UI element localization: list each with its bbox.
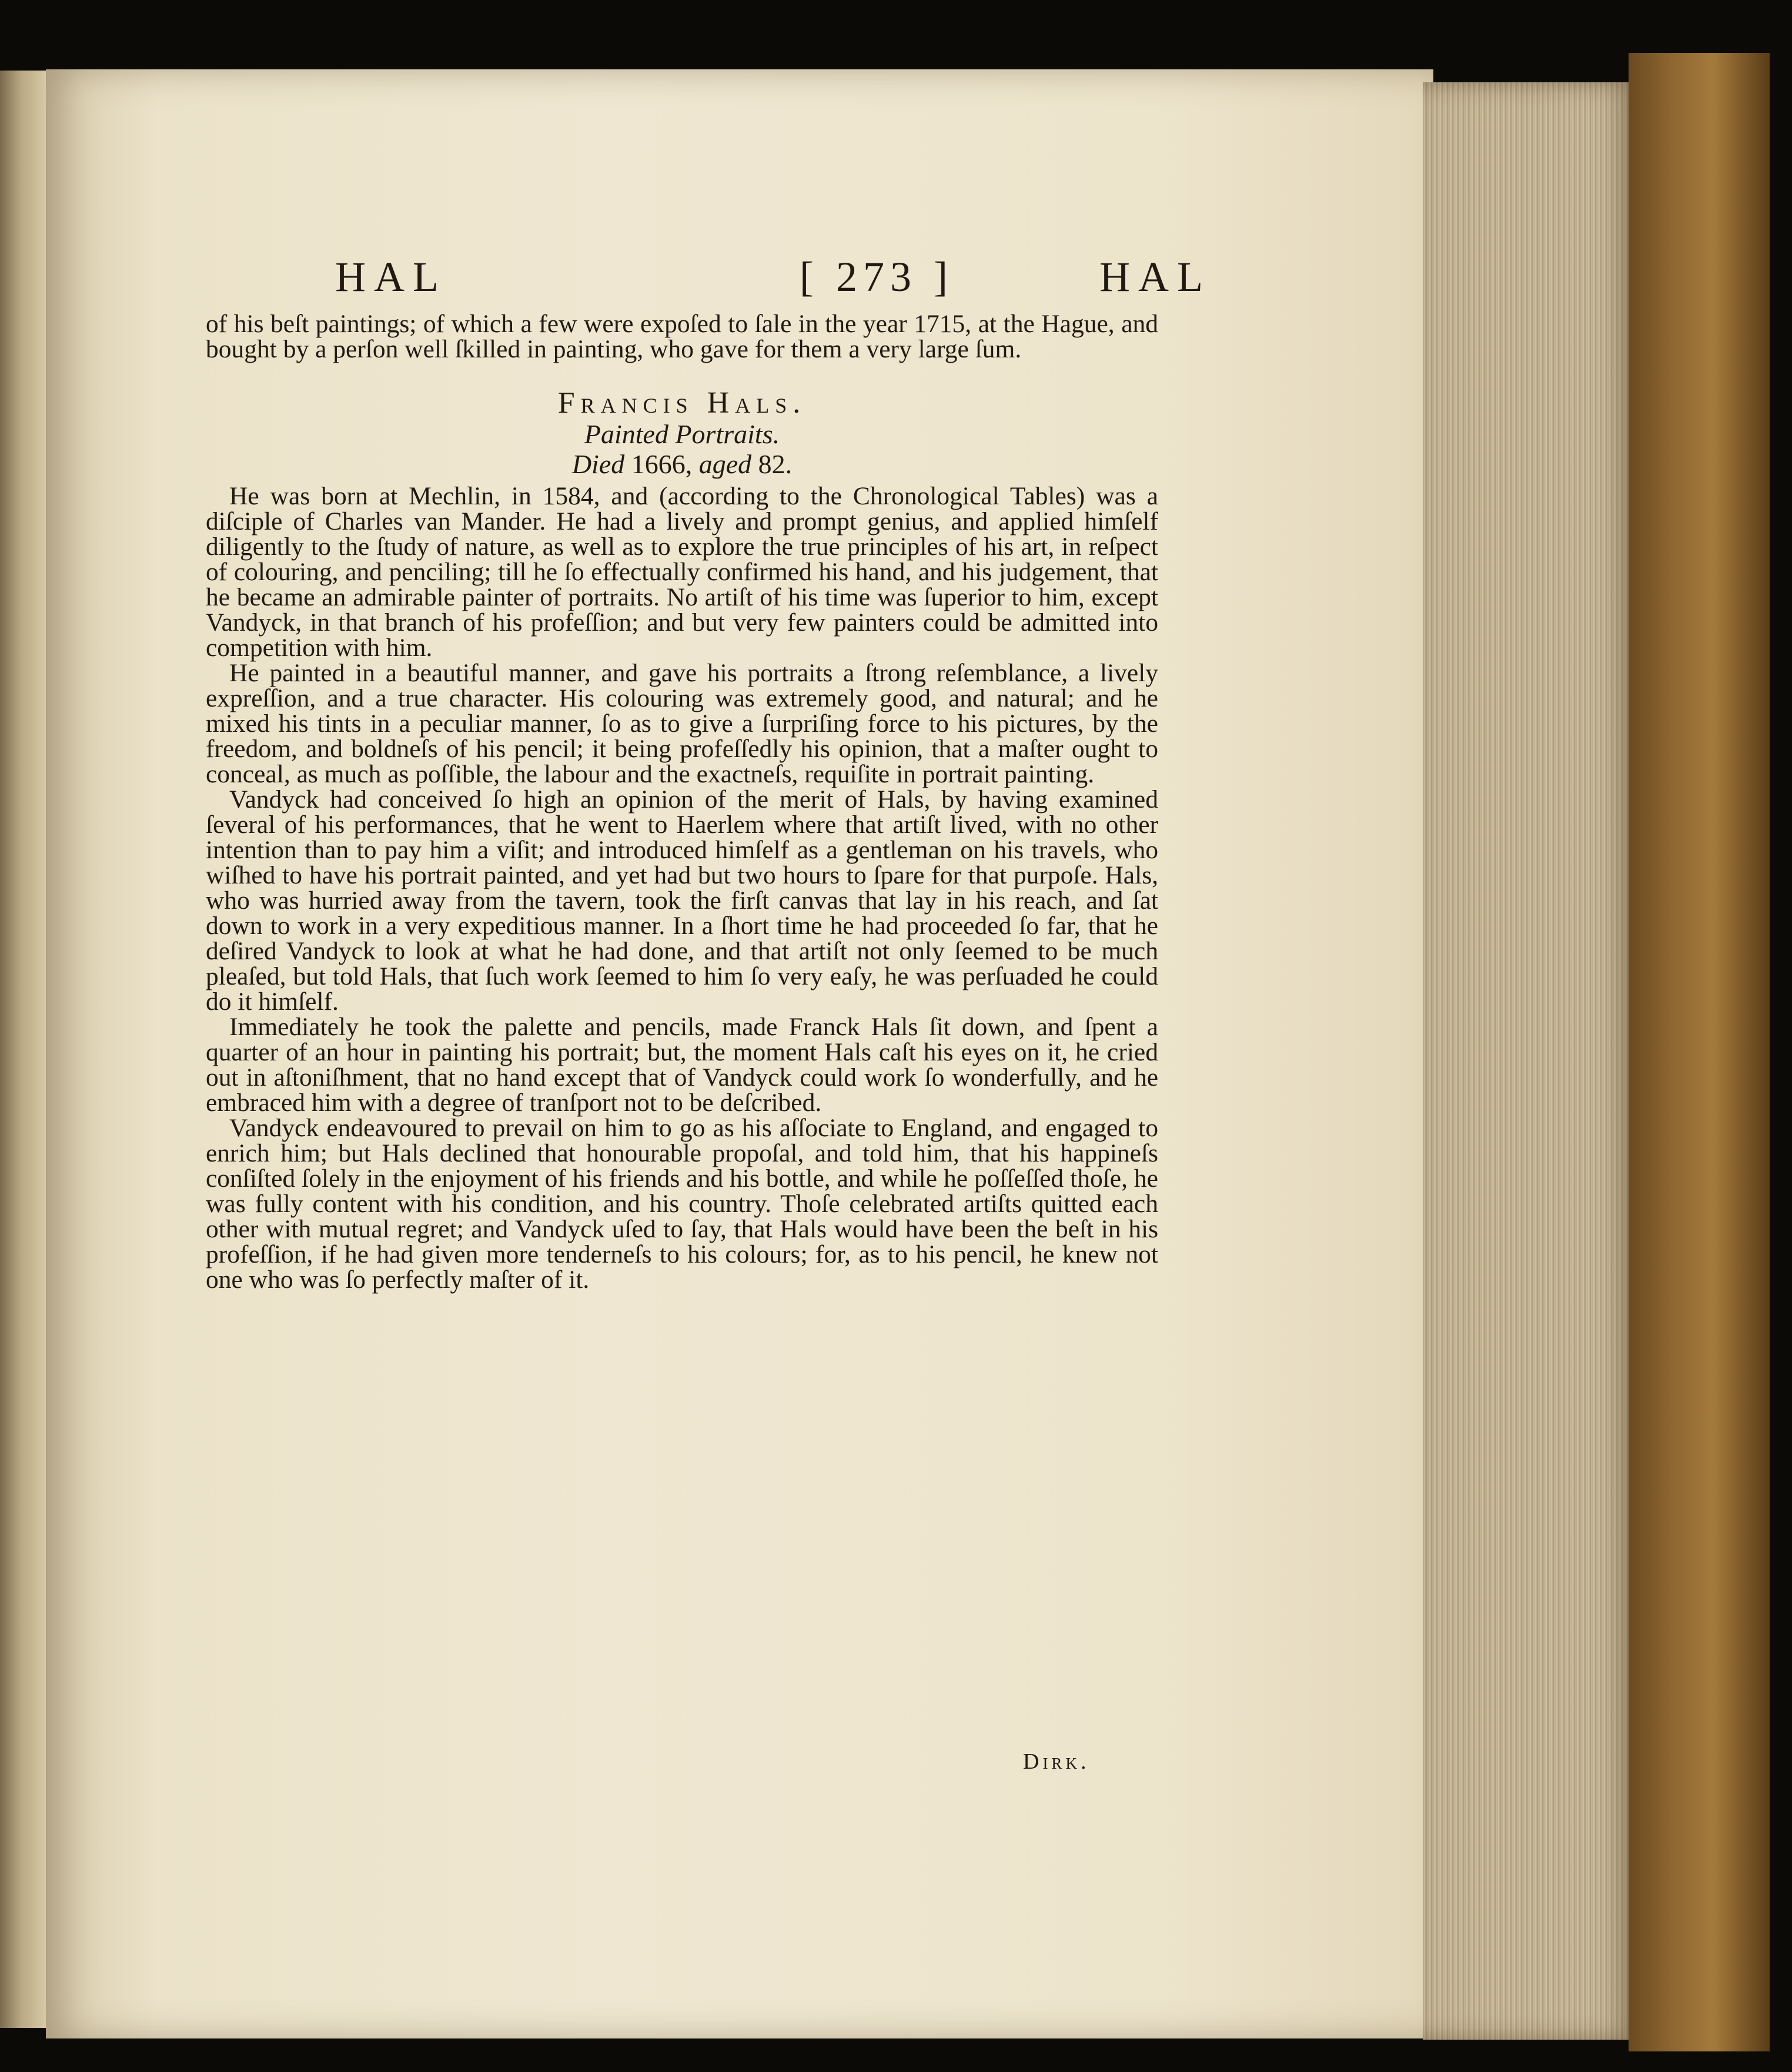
entry-dates (206, 451, 1158, 477)
left-page-edge (0, 71, 47, 2028)
paragraph: Vandyck had conceived ſo high an opinion of the merit of Hals, by having examined ſeveral of his performances, that he went to Haerlem where that artiſt lived, with no other intention than to pay him a viſit; and introduced himſelf as a gentleman on his travels, who wiſhed to have his portrait painted, and yet had but two hours to ſpare for that purpoſe. Hals, who was hurried away from the tavern, took the firſt canvas that lay in his reach, and ſat down to work in a very expeditious manner. In a ſhort time he had proceeded ſo far, that he deſired Vandyck to look at what he had done, and that artiſt not only ſeemed to be much pleaſed, but told Hals, that ſuch work ſeemed to him ſo very eaſy, he was perſuaded he could do it himſelf. (206, 785, 1158, 1016)
running-head-right: HAL (1099, 253, 1211, 300)
entry-name: Francis Hals. (557, 386, 807, 420)
body-text (206, 312, 1158, 1293)
entry-subject: Painted Portraits. (584, 419, 780, 449)
catchword: Dirk. (1023, 1749, 1090, 1774)
aged-value: 82. (758, 449, 793, 479)
paragraph: He was born at Mechlin, in 1584, and (according to the Chronological Tables) was a diſciple of Charles van Mander. He had a lively and prompt genius, and applied himſelf diligently to the ſtudy of nature, as well as to explore the true principles of his art, in reſpect of colouring, and penciling; till he ſo effectually confirmed his hand, and his judgement, that he became an admirable painter of portraits. No artiſt of his time was ſuperior to him, except Vandyck, in that branch of his profeſſion; and but very few painters could be admitted into competition with him. (206, 482, 1158, 662)
page-number: [ 273 ] (800, 253, 954, 300)
paragraph: He painted in a beautiful manner, and gave his portraits a ſtrong reſemblance, a lively expreſſion, and a true character. His colouring was extremely good, and natural; and he mixed his tints in a peculiar manner, ſo as to give a ſurpriſing force to his pictures, by the freedom, and boldneſs of his pencil; it being profeſſedly his opinion, that a maſter ought to conceal, as much as poſſible, the labour and the exactneſs, requiſite in portrait painting. (206, 659, 1158, 788)
running-head-left: HAL (335, 253, 447, 300)
paragraph: Vandyck endeavoured to prevail on him to go as his aſſociate to England, and engaged to enrich him; but Hals declined that honourable propoſal, and told him, that his happineſs conſiſted ſolely in the enjoyment of his friends and his bottle, and while he poſſeſſed thoſe, he was fully content with his condition, and his country. Thoſe celebrated artiſts quitted each other with mutual regret; and Vandyck uſed to ſay, that Hals would have been the beſt in his profeſſion, if he had given more tenderneſs to his colours; for, as to his pencil, he knew not one who was ſo perfectly maſter of it. (206, 1114, 1158, 1294)
died-year: 1666, (631, 449, 693, 479)
page-block-edges (1423, 82, 1634, 2040)
opening-paragraph: of his beſt paintings; of which a few were expoſed to ſale in the year 1715, at the Hague, and bought by a perſon well ſkilled in painting, who gave for them a very large ſum. (206, 310, 1158, 363)
died-label: Died (571, 449, 625, 479)
aged-label: aged (698, 449, 752, 479)
running-head (335, 253, 1241, 306)
page-text (206, 247, 1211, 1774)
book-cover (1629, 53, 1770, 2051)
paragraph: Immediately he took the palette and pencils, made Franck Hals ſit down, and ſpent a quarter of an hour in painting his portrait; but, the moment Hals caſt his eyes on it, he cried out in aſtoniſhment, that no hand except that of Vandyck could work ſo wonderfully, and he embraced him with a degree of tranſport not to be deſcribed. (206, 1013, 1158, 1117)
